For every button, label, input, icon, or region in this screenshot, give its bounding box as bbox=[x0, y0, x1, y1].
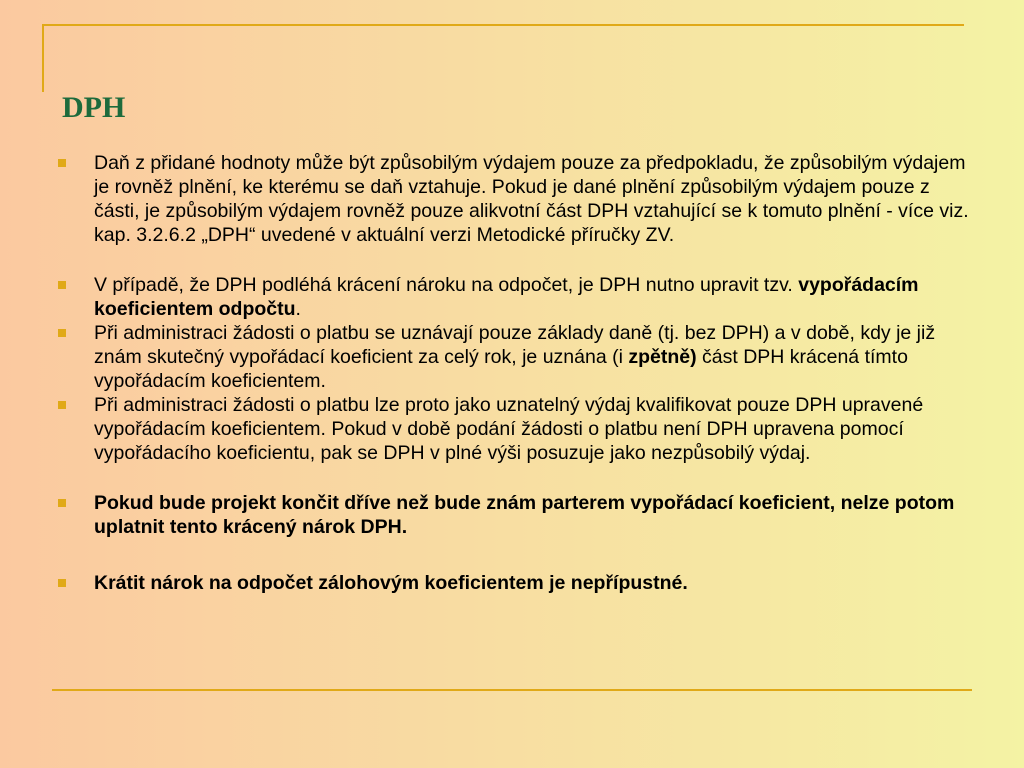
bullet-text: Při administraci žádosti o platbu lze proto jako uznatelný výdaj kvalifikovat pouze DPH upravené vypořádacím koeficientem. Pokud v době podání žádosti o platbu není DPH upravena pomocí vypořádacího koeficientu, pak se DPH v plné výši posuzuje jako nezpůsobilý výdaj. bbox=[94, 394, 924, 464]
bullet-text: Při administraci žádosti o platbu se uznávají pouze základy daně (tj. bez DPH) a v době, kdy je již znám skutečný vypořádací koeficient za celý rok, je uznána (i bbox=[94, 322, 936, 368]
bullet-item-6 bbox=[58, 571, 978, 595]
top-rule bbox=[42, 24, 964, 26]
bullet-bold-text: Pokud bude projekt končit dříve než bude znám parterem vypořádací koeficient, nelze potom uplatnit tento krácený nárok DPH. bbox=[94, 492, 955, 538]
bullet-item-5 bbox=[58, 491, 978, 539]
bullet-square-icon bbox=[58, 281, 66, 289]
bullet-item-2 bbox=[58, 273, 978, 321]
bullet-bold-text: vypořádacím koeficientem odpočtu bbox=[94, 274, 919, 320]
bullet-text: V případě, že DPH podléhá krácení nároku na odpočet, je DPH nutno upravit tzv. bbox=[94, 274, 799, 296]
bullet-text-end: . bbox=[295, 298, 301, 320]
slide-title: DPH bbox=[62, 91, 126, 124]
bullet-bold-text: Krátit nárok na odpočet zálohovým koeficientem je nepřípustné. bbox=[94, 572, 688, 594]
bullet-square-icon bbox=[58, 579, 66, 587]
bullet-bold-text: zpětně) bbox=[628, 346, 697, 368]
bullet-item-1 bbox=[58, 151, 978, 247]
bullet-square-icon bbox=[58, 159, 66, 167]
bullet-item-4 bbox=[58, 393, 978, 465]
bottom-rule bbox=[52, 689, 972, 691]
bullet-item-3 bbox=[58, 321, 978, 393]
bullet-list bbox=[58, 151, 978, 595]
bullet-text-end: část DPH krácená tímto vypořádacím koeficientem. bbox=[94, 346, 908, 392]
bullet-text: Daň z přidané hodnoty může být způsobilým výdajem pouze za předpokladu, že způsobilým výdajem je rovněž plnění, ke kterému se daň vztahuje. Pokud je dané plnění způsobilým výdajem pouze z části, je způsobilým výdajem rovněž pouze alikvotní část DPH vztahující se k tomuto plnění - více viz. kap. 3.2.6.2 „DPH“ uvedené v aktuální verzi Metodické příručky ZV. bbox=[94, 152, 969, 246]
left-rule bbox=[42, 24, 44, 92]
bullet-square-icon bbox=[58, 329, 66, 337]
bullet-square-icon bbox=[58, 499, 66, 507]
bullet-square-icon bbox=[58, 401, 66, 409]
